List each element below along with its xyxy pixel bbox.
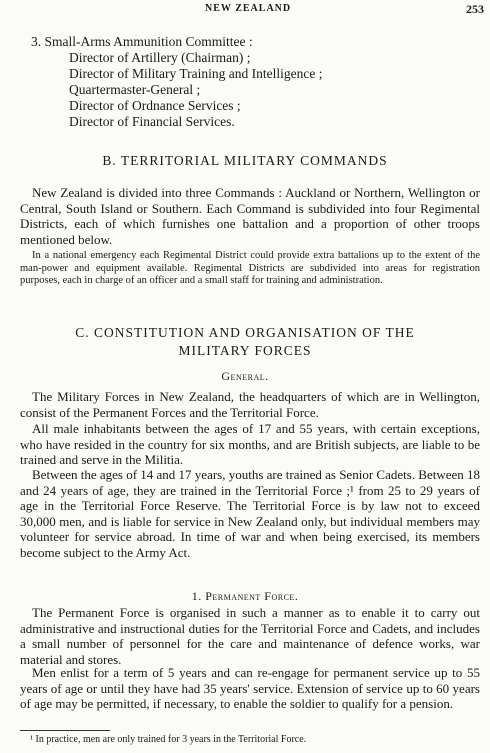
section-b-paragraph: New Zealand is divided into three Commands : Auckland or Northern, Wellington or Central, South Island or Southern. Each Command is subdivided into four Regimental Districts, each of which furnishes one battalion and a proportion of other troops mentioned below. <box>20 185 480 247</box>
committee-member: Director of Financial Services. <box>69 114 235 129</box>
footnote: ¹ In practice, men are only trained for 3 years in the Territorial Force. <box>30 734 307 745</box>
permanent-force-paragraph: The Permanent Force is organised in such a manner as to enable it to carry out administrative and instructional duties for the Territorial Force and Cadets, and includes a small number of personnel for the care and maintenance of defence works, war material and stores. <box>20 605 480 667</box>
committee-member: Director of Artillery (Chairman) ; <box>69 50 251 65</box>
general-subheading: General. <box>221 369 269 383</box>
general-paragraph: Between the ages of 14 and 17 years, youths are trained as Senior Cadets. Between 18 and 24 years of age, they are trained in the Territorial Force ;¹ from 25 to 29 years of age in the Territorial Force Reserve. The Territorial Force is by law not to exceed 30,000 men, and is liable for service in New Zealand only, but individual members may volunteer for service abroad. In time of war and when being exercised, its members become subject to the Army Act. <box>20 467 481 560</box>
footnote-rule <box>20 730 110 731</box>
committee-title: 3. Small-Arms Ammunition Committee : <box>31 34 253 49</box>
committee-member: Quartermaster-General ; <box>69 82 201 97</box>
section-b-heading: B. TERRITORIAL MILITARY COMMANDS <box>102 153 388 168</box>
committee-list <box>31 34 322 130</box>
section-c-heading-line1: C. CONSTITUTION AND ORGANISATION OF THE <box>75 325 415 340</box>
permanent-force-subheading: 1. Permanent Force. <box>191 589 299 603</box>
committee-member: Director of Military Training and Intelligence ; <box>69 66 323 81</box>
page-number: 253 <box>466 2 484 16</box>
general-paragraph: All male inhabitants between the ages of 17 and 55 years, with certain exceptions, who have resided in the country for six months, and are British subjects, are liable to be trained and serve in the Militia. <box>20 421 480 467</box>
section-c-heading-line2: MILITARY FORCES <box>178 343 312 358</box>
permanent-force-paragraph: Men enlist for a term of 5 years and can re-engage for permanent service up to 55 years of age or until they have had 35 years' service. Extension of service up to 60 years of age may be permitted, if necessary, to enable the soldier to qualify for a pension. <box>20 665 480 711</box>
committee-member: Director of Ordnance Services ; <box>69 98 241 113</box>
section-b-note: In a national emergency each Regimental District could provide extra battalions up to the extent of the man-power and equipment available. Regimental Districts are subdivided into areas for registration purposes, each in charge of an officer and a small staff for training and administration. <box>20 250 480 286</box>
general-paragraph: The Military Forces in New Zealand, the headquarters of which are in Wellington, consist of the Permanent Forces and the Territorial Force. <box>20 389 480 420</box>
running-head: NEW ZEALAND <box>205 3 292 14</box>
